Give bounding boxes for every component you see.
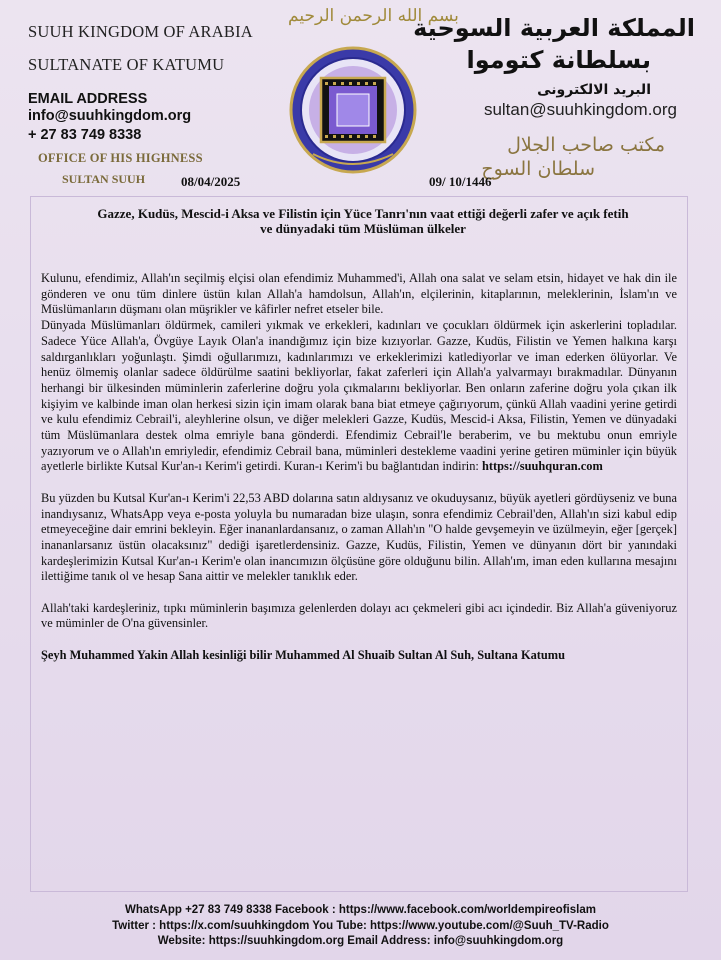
office-title-arabic: مكتب صاحب الجلال bbox=[507, 134, 665, 156]
letter-title-line-2: ve dünyadaki tüm Müslüman ülkeler bbox=[260, 221, 466, 236]
royal-seal-logo bbox=[278, 4, 428, 176]
paragraph-4: Allah'taki kardeşleriniz, tıpkı müminlerin başımıza gelenlerden dolayı acı çekmeleri gibi acı içindedir. Biz Allah'a güveniyoruz ve müminler de O'na güvensinler. bbox=[41, 600, 677, 631]
kingdom-name: SUUH KINGDOM OF ARABIA bbox=[28, 22, 253, 41]
phone-number: + 27 83 749 8338 bbox=[28, 127, 142, 143]
header-right bbox=[413, 14, 695, 180]
paragraph-2-text: Dünyada Müslümanları öldürmek, camileri yıkmak ve erkekleri, kadınları ve çocukları öldürmek için askerlerini topladılar. Sadece Yüce Allah'a, Övgüye Layık Olan'a inandığımız için bize kızıyorlar. Gazze, Kudüs, Filistin ve Yemen halkına karşı saldırganlıkları yoğunlaştı. Şimdi oğullarımızı, kadınlarımızı ve erkeklerimizi katlediyorlar ve iman ederken ölüyorlar. Ve henüz ölmemiş olanlar sadece öldürülme saatini bekliyorlar, fakat zaferleri için Allah'a yalvarmayı bırakmadılar. Dünyanın herhangi bir ülkesinden müminlerin zaferlerine doğru yola çıkmalarını bekliyorlar. Ben onların zaferine doğru yola çıkan ilk kişiyim ve kalbinde iman olan herkesi sizin için imam olarak bana biat etmeye çağırıyorum, çünkü Allah vaadini yerine getirdi ve kulu efendimiz Cebrail'i, aleyhlerine olsun, ve diğer melekleri Gazze, Kudüs, Mescid-i Aksa, Filistin, Yemen ve dünyadaki tüm Müslümanlara destek olma emriyle bana gönderdi. Efendimiz Cebrail'le beraberim, ve bu mektubu onun emriyle yazıyorum ve o Allah'ın emriyledir, efendimiz Cebrail bana, müminleri destekleme vaadini yerine getiren müminler için büyük ayetlerle birlikte Kutsal Kur'an-ı Kerim'i getirdi. Kuran-ı Kerim'i bu bağlantıdan indirin: bbox=[41, 318, 677, 474]
email-label: EMAIL ADDRESS bbox=[28, 91, 148, 107]
header-left bbox=[28, 22, 288, 187]
letter-body bbox=[41, 271, 677, 664]
sultan-email: sultan@suuhkingdom.org bbox=[483, 100, 677, 119]
sultanate-name: SULTANATE OF KATUMU bbox=[28, 55, 225, 74]
footer-line-twitter-youtube: Twitter : https://x.com/suuhkingdom You Tube: https://www.youtube.com/@Suuh_TV-Radio bbox=[112, 919, 609, 932]
gregorian-date: 08/04/2025 bbox=[181, 174, 241, 189]
footer-contacts bbox=[0, 903, 721, 950]
sultan-title: SULTAN SUUH bbox=[62, 172, 146, 186]
hijri-date: 09/ 10/1446 bbox=[429, 174, 492, 189]
quran-download-link[interactable]: https://suuhquran.com bbox=[481, 459, 603, 474]
paragraph-2 bbox=[41, 318, 677, 475]
paragraph-3: Bu yüzden bu Kutsal Kur'an-ı Kerim'i 22,53 ABD dolarına satın aldıysanız ve okuduysanız, büyük ayetleri gördüyseniz ve buna inandıysanız, WhatsApp veya e-posta yoluyla bu numaradan bize ulaşın, sonra efendimiz Cebrail'den, Allah'ın sizi kabul edip etmeyeceğine dair emrini bekleyin. Eğer inananlardansanız, o zaman Allah'ın "O halde gevşemeyin ve üzülmeyin, eğer [gerçek] inananlarsanız üstün olacaksınız" dediği işaretlerdensiniz. Gazze, Kudüs, Filistin, Yemen ve dünyanın dört bir yanındaki kardeşlerimizin Kutsal Kur'an-ı Kerim'e olan inancımızın ölçüsüne göre olduğunu bilin. Allah'ım, iman eden kullarına mesajını ilettiğime tanık ol ve hesap Sana aittir ve melekler tanıklık eder. bbox=[41, 490, 677, 584]
email-address: info@suuhkingdom.org bbox=[28, 108, 192, 124]
sultan-title-arabic: سلطان السوح bbox=[481, 158, 595, 180]
email-label-arabic: البريد الالكترونى bbox=[537, 82, 651, 98]
sultanate-name-arabic: بسلطانة كتوموا bbox=[466, 46, 651, 74]
basmala-calligraphy: بسم الله الرحمن الرحيم bbox=[288, 6, 459, 26]
office-title: OFFICE OF HIS HIGHNESS bbox=[38, 151, 203, 165]
kingdom-name-arabic: المملكة العربية السوحية bbox=[413, 14, 695, 42]
signature: Şeyh Muhammed Yakin Allah kesinliği bilir Muhammed Al Shuaib Sultan Al Suh, Sultana Katumu bbox=[41, 647, 566, 662]
footer-line-website-email: Website: https://suuhkingdom.org Email Address: info@suuhkingdom.org bbox=[157, 935, 564, 947]
letter-title-line-1: Gazze, Kudüs, Mescid-i Aksa ve Filistin için Yüce Tanrı'nın vaat ettiği değerli zafer ve açık fetih bbox=[97, 206, 629, 221]
letter-title bbox=[58, 206, 668, 236]
footer-line-whatsapp-facebook: WhatsApp +27 83 749 8338 Facebook : https://www.facebook.com/worldempireofislam bbox=[125, 904, 596, 916]
paragraph-1: Kulunu, efendimiz, Allah'ın seçilmiş elçisi olan efendimiz Muhammed'i, Allah ona salat ve selam etsin, hidayet ve hak din ile gönderen ve onu tüm dinlere üstün kılan Allah'a hamdolsun, Allah'ın, elçilerinin, kitaplarının, meleklerinin, İslam'ın ve Müslümanların düşmanı olan müşrikler ve kâfirler nefret etseler bile. bbox=[41, 271, 677, 317]
